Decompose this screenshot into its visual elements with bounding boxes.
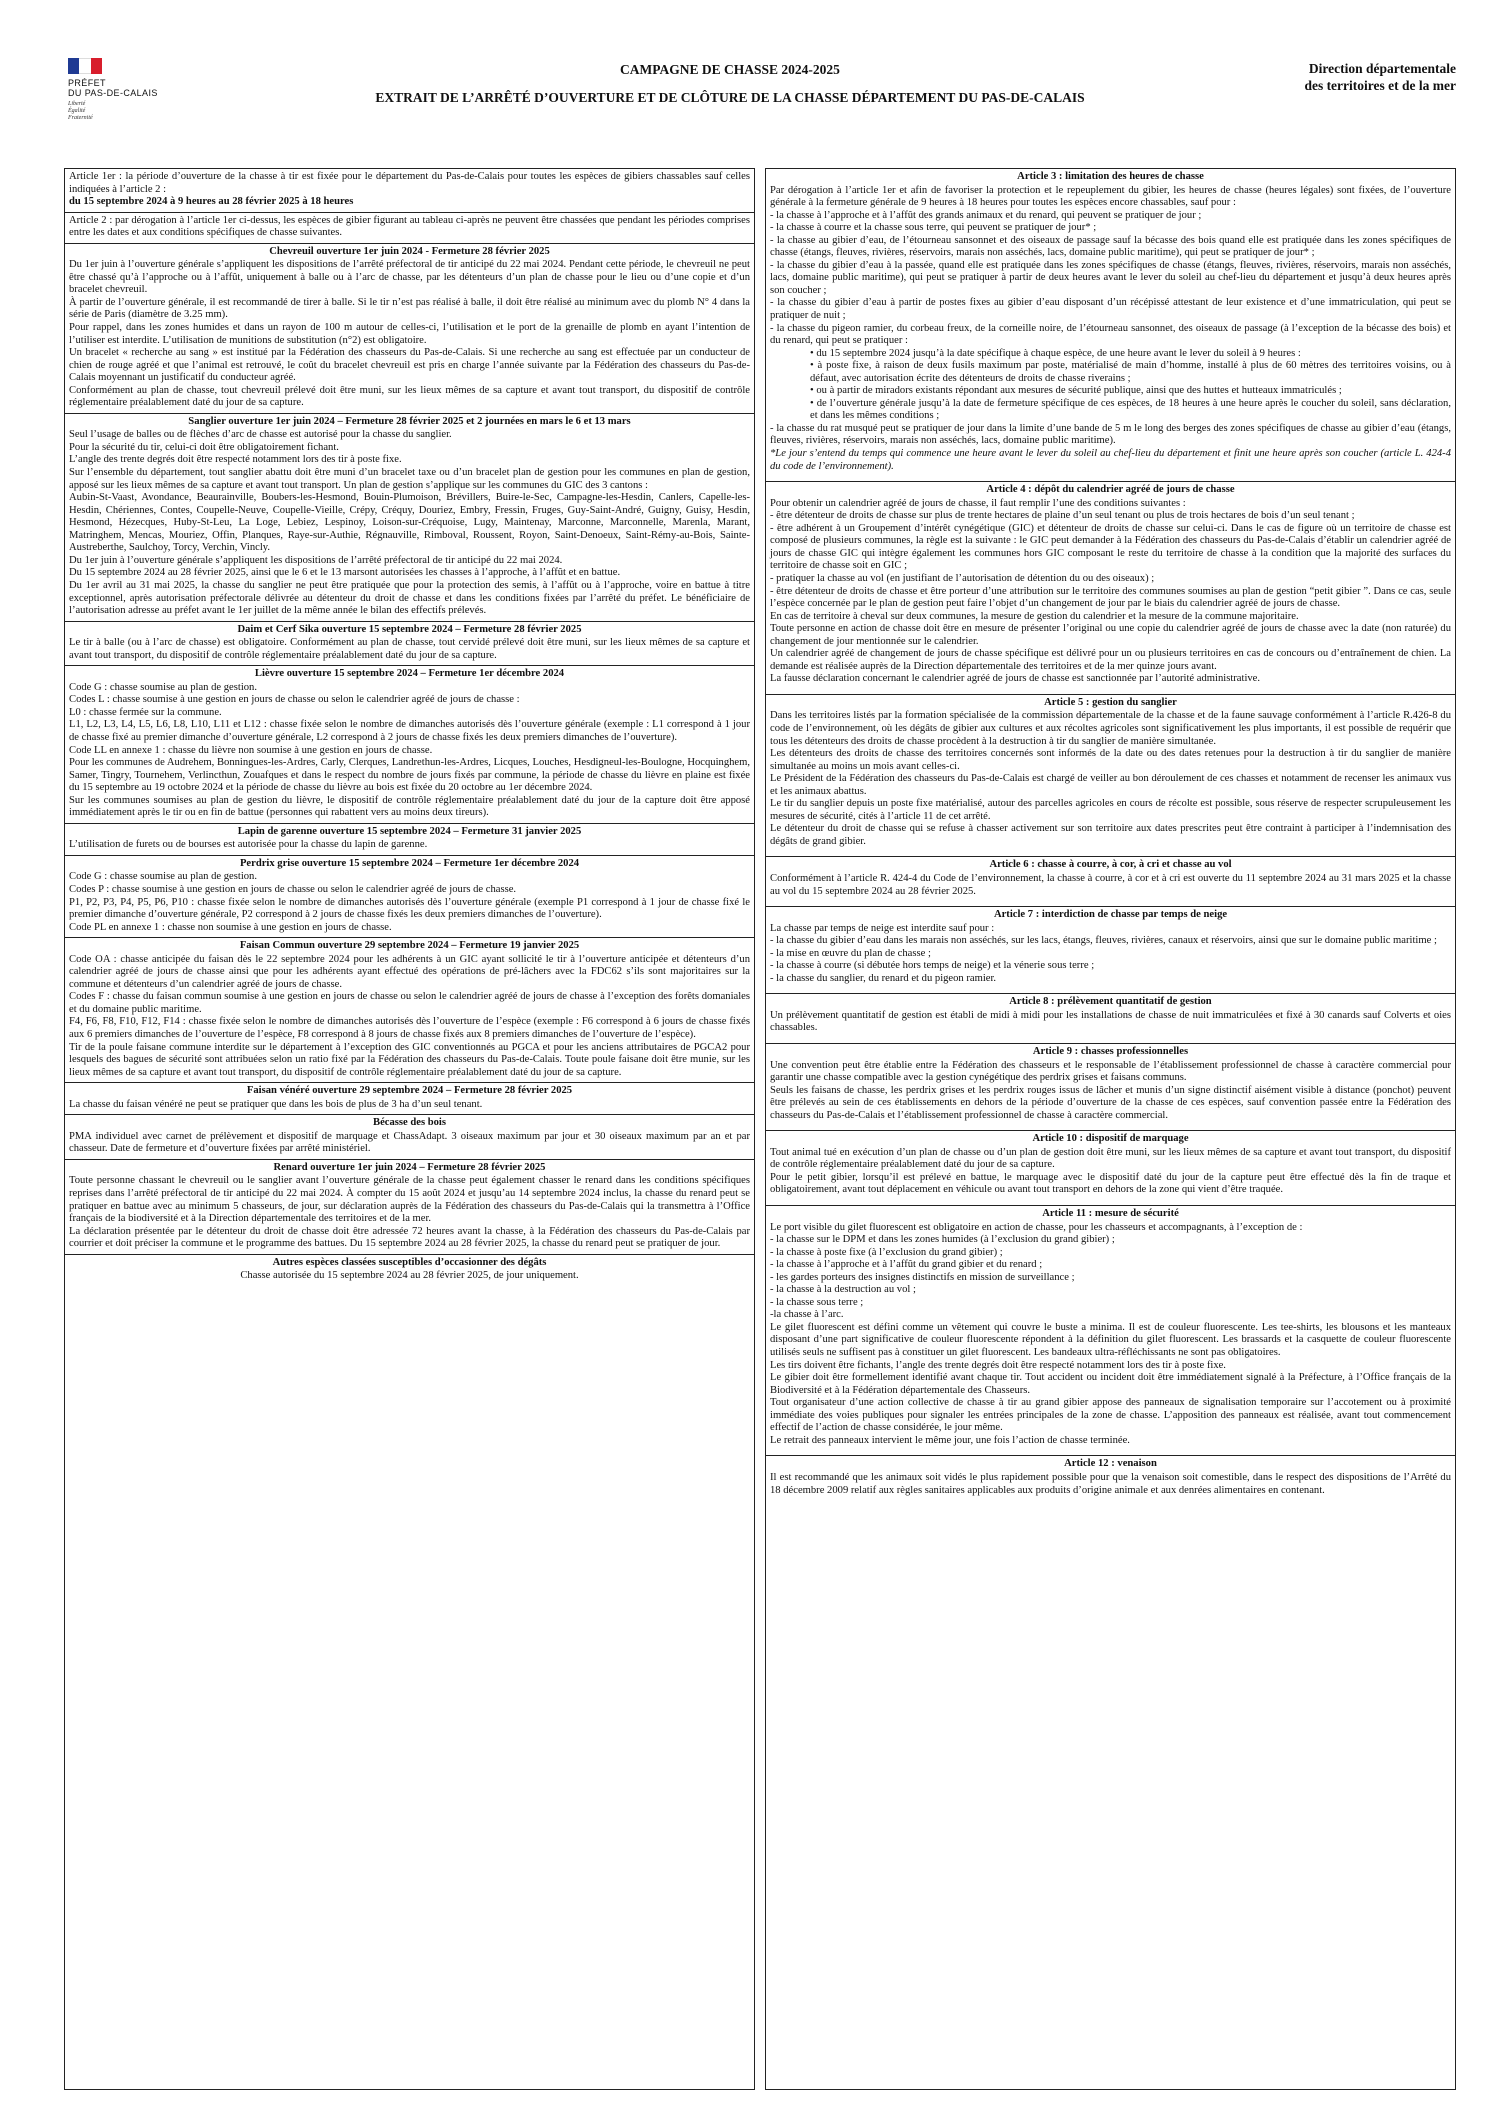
article-section [766,1131,1455,1206]
section-heading: Daim et Cerf Sika ouverture 15 septembre 2024 – Fermeture 28 février 2025 [237,623,582,635]
section-heading: Article 10 : dispositif de marquage [1032,1133,1189,1145]
section-paragraph: Codes L : chasse soumise à une gestion en jours de chasse ou selon le calendrier agréé de jours de chasse : [69,694,520,706]
section-paragraph: L0 : chasse fermée sur la commune. [69,706,222,718]
section-paragraph: -la chasse à l’arc. [770,1309,844,1321]
left-column [64,168,755,2090]
section-paragraph: PMA individuel avec carnet de prélèvement et dispositif de marquage et ChassAdapt. 3 oiseaux maximum par jour et 30 oiseaux maximum par an et par chasseur. Date de fermeture et d’ouverture fixées par arrêté ministériel. [69,1130,750,1155]
section-paragraph: du 15 septembre 2024 à 9 heures au 28 février 2025 à 18 heures [69,196,354,208]
section-paragraph: Le gibier doit être formellement identifié avant chaque tir. Tout accident ou incident doit être immédiatement signalé à la Préfecture, à l’Office français de la Biodiversité et à la Fédération départementale des Chasseurs. [770,1372,1451,1396]
section-heading: Article 3 : limitation des heures de chasse [1017,171,1204,182]
section-paragraph: • à poste fixe, à raison de deux fusils maximum par poste, matérialisé de main d’homme, installé à plus de 60 mètres des territoires voisins, ou à défaut, avec autorisation écrite des détenteurs de droits de chasse riverains ; [810,360,1451,384]
species-section [65,414,754,622]
page-title: CAMPAGNE DE CHASSE 2024-2025 [620,62,840,77]
direction-label [1216,60,1456,94]
section-paragraph: Les détenteurs des droits de chasse des territoires concernés sont informés de la date ou des dates retenues pour la destruction à tir du sanglier de manière simultanée au moins un mois avant celles-ci. [770,748,1451,772]
section-paragraph: - la chasse à courre et la chasse sous terre, qui peuvent se pratiquer de jour* ; [770,222,1097,234]
section-paragraph: L’angle des trente degrés doit être respecté notamment lors des tir à poste fixe. [69,454,402,466]
section-paragraph: - la chasse à l’approche et à l’affût du grand gibier et du renard ; [770,1259,1043,1271]
section-paragraph: Code LL en annexe 1 : chasse du lièvre non soumise à une gestion en jours de chasse. [69,744,433,756]
section-paragraph: Un prélèvement quantitatif de gestion est établi de midi à midi pour les installations de chasse de nuit immatriculées et fixé à 30 canards sauf Colverts et oies chassables. [770,1009,1451,1034]
species-section [65,622,754,667]
section-paragraph: - la chasse au gibier d’eau, de l’étourneau sansonnet et des oiseaux de passage sauf la bécasse des bois quand elle est pratiquée dans les zones spécifiques de chasse (étangs, fleuves, rivières, réservoirs, marais non asséchés, lacs, domaine public maritime), qui peut se pratiquer de jour* ; [770,234,1451,259]
section-heading: Article 8 : prélèvement quantitatif de gestion [1009,996,1212,1008]
section-heading: Sanglier ouverture 1er juin 2024 – Fermeture 28 février 2025 et 2 journées en mars le 6 et 13 mars [188,415,631,427]
species-section [65,938,754,1083]
section-paragraph: Pour rappel, dans les zones humides et dans un rayon de 100 m autour de celles-ci, l’utilisation et le port de la grenaille de plomb en ayant l’intention de l’utiliser est interdite. L’utilisation de munitions de substitution (n°2) est obligatoire. [69,322,750,346]
direction-line-2: des territoires et de la mer [1304,78,1456,93]
article-section [766,1044,1455,1131]
section-paragraph: - pratiquer la chasse au vol (en justifiant de l’autorisation de détention du ou des oiseaux) ; [770,572,1155,584]
section-paragraph: - la chasse sur le DPM et dans les zones humides (à l’exclusion du grand gibier) ; [770,1234,1115,1246]
species-section [65,856,754,938]
section-paragraph: Sur l’ensemble du département, tout sanglier abattu doit être muni d’un bracelet taxe ou d’un bracelet plan de gestion pour les communes en plan de gestion, apposé sur les lieux mêmes de sa capture et avant tout transport. Un plan de gestion s’applique sur les communes du GIC des 3 cantons : [69,467,750,491]
section-paragraph: Du 1er juin à l’ouverture générale s’appliquent les dispositions de l’arrêté préfectoral de tir anticipé du 22 mai 2024. [69,554,563,566]
section-paragraph: - la chasse sous terre ; [770,1296,864,1308]
document-page [64,50,1456,2090]
section-heading: Lièvre ouverture 15 septembre 2024 – Fermeture 1er décembre 2024 [254,668,565,680]
section-paragraph: La chasse par temps de neige est interdite sauf pour : [770,922,995,934]
section-paragraph: L1, L2, L3, L4, L5, L6, L8, L10, L11 et L12 : chasse fixée selon le nombre de dimanches autorisés dès l’ouverture générale (exemple : L1 correspond à 1 jour de chasse fixé au premier dimanche d’ouverture générale, L2 correspond à 2 jours de chasse fixés les deux premiers dimanches de l’ouverture). [69,719,750,743]
section-paragraph: • du 15 septembre 2024 jusqu’à la date spécifique à chaque espèce, de une heure avant le lever du soleil à 9 heures : [810,347,1301,359]
section-paragraph: Du 15 septembre 2024 au 28 février 2025, ainsi que le 6 et le 13 marsont autorisées les chasses à l’approche, à l’affût et en battue. [69,567,621,579]
section-heading: Article 6 : chasse à courre, à cor, à cri et chasse au vol [989,859,1232,871]
section-paragraph: • ou à partir de miradors existants répondant aux mesures de sécurité publique, ainsi que des huttes et hutteaux immatriculés ; [810,385,1342,397]
article-section [766,1456,1455,1505]
section-heading: Article 4 : dépôt du calendrier agréé de jours de chasse [986,484,1235,496]
section-paragraph: Le retrait des panneaux intervient le même jour, une fois l’action de chasse terminée. [770,1434,1130,1446]
section-paragraph: • de l’ouverture générale jusqu’à la date de fermeture spécifique de ces espèces, de 18 heures à une heure après le coucher du soleil, sans déclaration, et dans les mêmes conditions ; [810,397,1451,422]
article-section [766,907,1455,994]
direction-line-1: Direction départementale [1308,61,1456,76]
section-paragraph: - la mise en œuvre du plan de chasse ; [770,947,931,959]
section-paragraph: Le port visible du gilet fluorescent est obligatoire en action de chasse, pour les chasseurs et accompagnants, à l’exception de : [770,1221,1303,1233]
section-paragraph: P1, P2, P3, P4, P5, P6, P10 : chasse fixée selon le nombre de dimanches autorisés dès l’ouverture générale (exemple P1 correspond à 1 jour de chasse fixé le premier dimanche d’ouverture générale, P2 correspond à 2 jours de chasse fixés les deux premiers dimanches de l’ouverture). [69,896,750,921]
section-paragraph: - la chasse à la destruction au vol ; [770,1284,916,1296]
article-section [766,1206,1455,1456]
page-subtitle: EXTRAIT DE L’ARRÊTÉ D’OUVERTURE ET DE CLÔTURE DE LA CHASSE DÉPARTEMENT DU PAS-DE-CALAIS [375,90,1085,105]
section-paragraph: - les gardes porteurs des insignes distinctifs en mission de surveillance ; [770,1271,1075,1283]
section-heading: Chevreuil ouverture 1er juin 2024 - Fermeture 28 février 2025 [269,245,550,257]
section-paragraph: L’utilisation de furets ou de bourses est autorisée pour la chasse du lapin de garenne. [69,839,428,851]
section-paragraph: Tir de la poule faisane commune interdite sur le département à l’exception des GIC conventionnés au PGCA et pour les anciens attributaires de PGCA2 pour lesquels des bagues de sécurité sont attribuées selon un ratio fixé par la Fédération des chasseurs du Pas-de-Calais. Toute poule faisane doit être munie, sur les lieux mêmes de sa capture et avant tout transport, du dispositif de contrôle réglementaire préalablement daté du jour de sa capture. [69,1041,750,1078]
section-paragraph: - la chasse à poste fixe (à l’exclusion du grand gibier) ; [770,1246,1003,1258]
article-section [766,994,1455,1044]
species-section [65,1083,754,1115]
section-paragraph: Article 1er : la période d’ouverture de la chasse à tir est fixée pour le département du Pas-de-Calais pour toutes les espèces de gibiers chassables sauf celles indiquées à l’article 2 : [69,171,750,195]
article-section [766,169,1455,482]
right-column [765,168,1456,2090]
section-paragraph: - la chasse à l’approche et à l’affût des grands animaux et du renard, qui peuvent se pratiquer de jour ; [770,209,1202,221]
logo-line-2: DU PAS-DE-CALAIS [68,88,158,98]
section-heading: Article 9 : chasses professionnelles [1032,1046,1189,1057]
logo-line-1: PRÉFET [68,78,106,88]
prefecture-logo [68,58,163,122]
motto-fraternite: Fraternité [68,115,93,121]
section-paragraph: Pour obtenir un calendrier agréé de jours de chasse, il faut remplir l’une des conditions suivantes : [770,497,1186,509]
section-heading: Autres espèces classées susceptibles d’occasionner des dégâts [272,1256,547,1268]
section-paragraph: À partir de l’ouverture générale, il est recommandé de tirer à balle. Si le tir n’est pas réalisé à balle, il doit être réalisé au minimum avec du plomb N° 4 dans la série de Paris (diamètre de 3.25 mm). [69,296,750,321]
section-heading: Lapin de garenne ouverture 15 septembre 2024 – Fermeture 31 janvier 2025 [237,825,582,837]
section-paragraph: Codes P : chasse soumise à une gestion en jours de chasse ou selon le calendrier agréé de jours de chasse. [69,883,517,895]
section-paragraph: Toute personne en action de chasse doit être en mesure de présenter l’original ou une copie du calendrier agréé de jours de chasse avec la date (non raturée) du changement de jour mentionnée sur le calendrier. [770,623,1451,647]
article-section [766,695,1455,858]
section-paragraph: - la chasse à courre (si débutée hors temps de neige) et la vénerie sous terre ; [770,960,1095,972]
section-paragraph: - la chasse du sanglier, du renard et du pigeon ramier. [770,972,997,984]
section-paragraph: Par dérogation à l’article 1er et afin de favoriser la protection et le repeuplement du gibier, les heures de chasse (heures légales) sont fixées, de l’ouverture générale à la fermeture générale de 9 heures à 18 heures pour toutes les espèces encore chassables, sauf pour : [770,184,1451,209]
section-paragraph: - être adhérent à un Groupement d’intérêt cynégétique (GIC) et détenteur de droits de chasse sur celui-ci. Dans le cas de figure où un territoire de chasse est composé de plusieurs communes, la règle est la suivante : le GIC peut demander à la Fédération des chasseurs du Pas-de-Calais d’établir un calendrier agréé de jours de chasse GIC qui intègre également les communes hors GIC composant le reste du territoire de chasse à la condition que la majorité des surfaces du territoire de chasse soit en GIC ; [770,522,1451,572]
species-section [65,244,754,414]
species-section [65,824,754,856]
section-paragraph: Dans les territoires listés par la formation spécialisée de la commission départementale de la chasse et de la faune sauvage conformément à l’article R.426-8 du code de l’environnement, où les dégâts de gibier aux cultures et aux récoltes agricoles sont significativement les plus importants, il est possible de requérir que tous les détenteurs des droits de chasse procèdent à la destruction à tir du sanglier de manière simultanée. [770,710,1451,747]
french-flag-icon [68,58,102,74]
section-paragraph: Le détenteur du droit de chasse qui se refuse à chasser activement sur son territoire aux dates prescrites peut être contraint à participer à l’indemnisation des dégâts de grand gibier. [770,823,1451,847]
section-heading: Article 7 : interdiction de chasse par temps de neige [993,909,1228,921]
section-paragraph: - la chasse du gibier d’eau à la passée, quand elle est pratiquée dans les zones spécifiques de chasse (étangs, fleuves, rivières, réservoirs, marais non asséchés, lacs, domaine public maritime), qui peut se pratiquer à partir de deux heures avant le lever du soleil au chef-lieu du département et jusqu’à deux heures après son coucher ; [770,259,1451,296]
section-paragraph: Seul l’usage de balles ou de flèches d’arc de chasse est autorisé pour la chasse du sanglier. [69,429,452,441]
section-paragraph: - être détenteur de droits de chasse et être porteur d’une attribution sur le territoire des communes soumises au plan de gestion “petit gibier ”. Dans ce cas, seule l’espèce concernée par le plan de gestion peut faire l’objet d’un changement de jour par le biais du calendrier agréé de jours de chasse. [770,585,1451,610]
section-paragraph: Pour la sécurité du tir, celui-ci doit être obligatoirement fichant. [69,441,339,453]
section-paragraph: Toute personne chassant le chevreuil ou le sanglier avant l’ouverture générale de la chasse peut également chasser le renard dans les conditions spécifiques reprises dans l’arrêté préfectoral de tir anticipé du 22 mai 2024. À compter du 15 août 2024 et jusqu’au 14 septembre 2024 inclus, la chasse du renard peut se pratiquer en battue avec au minimum 5 chasseurs, de jour, sur déclaration auprès de la Fédération des chasseurs du Pas-de-Calais qui la transmettra à l’Office français de la biodiversité et à la Direction départementale des territoires et de la mer. [69,1175,750,1225]
section-paragraph: Code OA : chasse anticipée du faisan dès le 22 septembre 2024 pour les adhérents à un GIC ayant sollicité le tir à l’ouverture anticipée et détenteurs d’un calendrier agréé de jours de chasse ainsi que pour les adhérents ayant effectué des opérations de pré-lâchers avec la FDC62 s’ils sont majoritaires sur la commune et détenteurs d’un calendrier agréé de jours de chasse. [69,953,750,990]
section-paragraph: F4, F6, F8, F10, F12, F14 : chasse fixée selon le nombre de dimanches autorisés dès l’ouverture de l’espèce (exemple : F6 correspond à 6 jours de chasse fixés aux 6 premiers dimanches de l’ouverture de l’espèce, F8 correspond à 8 jours de chasse fixés aux 8 premiers dimanches de l’ouverture de l’espèce). [69,1016,750,1040]
section-paragraph: Du 1er juin à l’ouverture générale s’appliquent les dispositions de l’arrêté préfectoral de tir anticipé du 22 mai 2024. Pendant cette période, le chevreuil ne peut être chassé qu’à l’approche ou à l’affût, uniquement à balle ou à l’arc de chasse, par les détenteurs d’un plan de chasse pour le lieu ou d’une copie et d’un bracelet chevreuil. [69,259,750,296]
section-paragraph: Il est recommandé que les animaux soit vidés le plus rapidement possible pour que la venaison soit comestible, dans le respect des dispositions de l’Arrêté du 18 décembre 2009 relatif aux règles sanitaires applicables aux produits d’origine animale et aux denrées alimentaires en contenant. [770,1471,1451,1496]
section-paragraph: Pour les communes de Audrehem, Bonningues-les-Ardres, Carly, Clerques, Landrethun-les-Ardres, Licques, Louches, Hesdigneul-les-Boulogne, Hocquinghem, Samer, Tingry, Tournehem, Verlincthun, Zouafques et dans le respect du nombre de jours fixés par commune, la période de chasse du lièvre en plaine est fixée du 15 septembre au 19 octobre 2024 et la période de chasse du lièvre au bois est fixée du 20 octobre au 1er décembre 2024. [69,757,750,794]
section-paragraph: La chasse du faisan vénéré ne peut se pratiquer que dans les bois de plus de 3 ha d’un seul tenant. [69,1098,483,1110]
section-paragraph: La déclaration présentée par le détenteur du droit de chasse doit être adressée 72 heures avant la chasse, à la Fédération des chasseurs du Pas-de-Calais par courrier et doit préciser la commune et le programme des battues. Du 15 septembre 2024 au 28 février 2025, la chasse du renard peut se pratiquer de jour. [69,1225,750,1250]
section-heading: Faisan vénéré ouverture 29 septembre 2024 – Fermeture 28 février 2025 [246,1085,573,1097]
section-heading: Renard ouverture 1er juin 2024 – Fermeture 28 février 2025 [273,1161,546,1173]
species-section [65,213,754,244]
species-section [65,169,754,213]
section-paragraph: Une convention peut être établie entre la Fédération des chasseurs et le responsable de l’établissement professionnel de chasse à caractère commercial pour garantir une chasse compatible avec la gestion cynégétique des perdrix grises et faisans communs. [770,1059,1451,1084]
section-paragraph: Le tir du sanglier depuis un poste fixe matérialisé, autour des parcelles agricoles en cours de récolte est possible, sous réserve de respecter scrupuleusement les mesures de sécurité, cités à l’article 11 de cet arrêté. [770,798,1451,822]
section-paragraph: - la chasse du gibier d’eau dans les marais non asséchés, sur les lacs, étangs, fleuves, rivières, canaux et réservoirs, ainsi que sur le domaine public maritime ; [770,935,1437,947]
section-heading: Faisan Commun ouverture 29 septembre 2024 – Fermeture 19 janvier 2025 [239,940,580,952]
section-paragraph: Code PL en annexe 1 : chasse non soumise à une gestion en jours de chasse. [69,921,392,933]
section-paragraph: Le gilet fluorescent est défini comme un vêtement qui couvre le buste a minima. Il est de couleur fluorescente. Les tee-shirts, les blousons et les manteaux disposant d’une part significative de couleur fluorescente répondent à la définition du gilet fluorescent. Les brassards et la casquette de couleur fluorescente utilisés seuls ne suffisent pas à constituer un gilet fluorescent. Les bandeaux ultra-réfléchissants ne sont pas obligatoires. [770,1321,1451,1359]
section-paragraph: Les tirs doivent être fichants, l’angle des trente degrés doit être respecté notamment lors des tir à poste fixe. [770,1359,1226,1371]
section-paragraph: Code G : chasse soumise au plan de gestion. [69,871,258,883]
species-section [65,1255,754,1286]
section-paragraph: Tout organisateur d’une action collective de chasse à tir au grand gibier appose des panneaux de signalisation temporaire sur l’accotement ou à proximité immédiate des voies publiques pour signaler les entrées principales de la zone de chasse. L’apposition des panneaux est réalisée, avant tout commencement effectif de l’action de chasse considérée, le jour même. [770,1397,1451,1434]
motto-egalite: Égalité [68,108,86,114]
species-section [65,666,754,824]
section-paragraph: Aubin-St-Vaast, Avondance, Beaurainville, Boubers-les-Hesmond, Bouin-Plumoison, Brévillers, Buire-le-Sec, Campagne-les-Hesdin, Canlers, Capelle-les-Hesdin, Chériennes, Contes, Coupelle-Neuve, Coupelle-Vieille, Crépy, Créquy, Douriez, Embry, Fressin, Fruges, Guy-Saint-André, Guigny, Guisy, Hesdin, Hesmond, Hézecques, Huby-St-Leu, La Loge, Lebiez, Lespinoy, Loison-sur-Créquoise, Lugy, Maintenay, Marconne, Marconnelle, Marenla, Marant, Matringhem, Mencas, Mouriez, Offin, Planques, Raye-sur-Authie, Régnauville, Rimboval, Roussent, Royon, Saint-Denoeux, Saint-Rémy-au-Bois, Sainte-Austreberthe, Saulchoy, Torcy, Verchin, Vincly. [69,492,750,554]
page-header [64,50,1456,160]
section-paragraph: Tout animal tué en exécution d’un plan de chasse ou d’un plan de gestion doit être muni, sur les lieux mêmes de sa capture et avant tout transport, du dispositif de contrôle réglementaire préalablement daté du jour de sa capture. [770,1146,1451,1171]
section-paragraph: En cas de territoire à cheval sur deux communes, la mesure de gestion du calendrier et la mesure de la commune majoritaire. [770,610,1299,622]
section-paragraph: Un bracelet « recherche au sang » est institué par la Fédération des chasseurs du Pas-de-Calais. Si une recherche au sang est effectuée par un conducteur de chien de rouge agréé et que l’animal est retrouvé, le coût du bracelet chevreuil est pris en charge l’année suivante par la Fédération des chasseurs du Pas-de-Calais moyennant un justificatif du conducteur agréé. [69,347,750,384]
section-paragraph: Un calendrier agréé de changement de jours de chasse spécifique est délivré pour un ou plusieurs territoires en cas de concours ou d’entraînement de chien. La demande est réalisée auprès de la Direction départementale des territoires et de la mer quinze jours avant. [770,648,1451,672]
species-section [65,1160,754,1255]
section-paragraph: Du 1er avril au 31 mai 2025, la chasse du sanglier ne peut être pratiquée que pour la protection des semis, à l’affût ou à l’approche, voire en battue à titre exceptionnel, après autorisation préfectorale délivrée au détenteur du droit de chasse et dans les conditions fixées par l’arrêté du préfet. Le bénéficiaire de l’autorisation adresse au préfet avant le 1er juillet de la même année le bilan des effectifs prélevés. [69,579,750,617]
section-paragraph: *Le jour s’entend du temps qui commence une heure avant le lever du soleil au chef-lieu du département et finit une heure après son coucher (article L. 424-4 du code de l’environnement). [770,448,1451,472]
article-section [766,482,1455,695]
section-paragraph: - la chasse du pigeon ramier, du corbeau freux, de la corneille noire, de l’étourneau sansonnet, des oiseaux de passage (à l’exception de la bécasse des bois) et du renard, qui peut se pratiquer : [770,322,1451,347]
section-paragraph: Conformément au plan de chasse, tout chevreuil prélevé doit être muni, sur les lieux mêmes de sa capture et avant tout transport, du dispositif de contrôle réglementaire préalablement daté du jour de sa capture. [69,384,750,409]
section-heading: Article 12 : venaison [1064,1458,1157,1470]
species-section [65,1115,754,1160]
section-paragraph: Article 2 : par dérogation à l’article 1er ci-dessus, les espèces de gibier figurant au tableau ci-après ne peuvent être chassées que pendant les périodes comprises entre les dates et aux conditions spécifiques de chasse suivantes. [69,214,750,239]
section-paragraph: - être détenteur de droits de chasse sur plus de trente hectares de plaine d’un seul tenant ou plus de trois hectares de bois d’un seul tenant ; [770,510,1355,522]
article-section [766,857,1455,907]
section-paragraph: Le Président de la Fédération des chasseurs du Pas-de-Calais est chargé de veiller au bon déroulement de ces chasses et notamment de recenser les animaux vus et les animaux abattus. [770,773,1451,797]
section-paragraph: La fausse déclaration concernant le calendrier agréé de jours de chasse est sanctionnée par l’autorité administrative. [770,673,1261,685]
section-heading: Perdrix grise ouverture 15 septembre 2024 – Fermeture 1er décembre 2024 [239,857,580,869]
section-paragraph: Le tir à balle (ou à l’arc de chasse) est obligatoire. Conformément au plan de chasse, tout cervidé prélevé doit être muni, sur les lieux mêmes de sa capture et avant tout transport, du dispositif de contrôle réglementaire préalablement daté du jour de sa capture. [69,637,750,661]
section-paragraph: Code G : chasse soumise au plan de gestion. [69,681,258,693]
section-paragraph: Seuls les faisans de chasse, les perdrix grises et les perdrix rouges issus de lâcher et munis d’un signe distinctif aisément visible à distance (ponchot) peuvent être prélevés au sein de ces établissements en dehors de la période d’ouverture de la chasse de ces espèces, sauf convention passée entre la Fédération des chasseurs du Pas-de-Calais et l’établissement professionnel de chasse à caractère commercial. [770,1084,1451,1121]
section-paragraph: - la chasse du gibier d’eau à partir de postes fixes au gibier d’eau disposant d’un récépissé attestant de leur existence et d’une immatriculation, qui peut se pratiquer de nuit ; [770,297,1451,322]
section-heading: Article 5 : gestion du sanglier [1044,696,1177,708]
section-paragraph: - la chasse du rat musqué peut se pratiquer de jour dans la limite d’une bande de 5 m le long des berges des zones spécifiques de chasse au gibier d’eau (étangs, fleuves, rivières, réservoirs, marais non asséchés, lacs, domaine public maritime). [770,422,1451,447]
section-heading: Article 11 : mesure de sécurité [1042,1208,1179,1220]
section-paragraph: Sur les communes soumises au plan de gestion du lièvre, le dispositif de contrôle réglementaire préalablement daté du jour de la capture doit être apposé immédiatement après le tir ou en fin de battue (personnes qui rabattent vers au moins deux tireurs). [69,794,750,819]
motto-liberte: Liberté [68,101,86,107]
section-paragraph: Chasse autorisée du 15 septembre 2024 au 28 février 2025, de jour uniquement. [240,1270,579,1282]
section-heading: Bécasse des bois [373,1117,446,1129]
section-paragraph: Codes F : chasse du faisan commun soumise à une gestion en jours de chasse ou selon le calendrier agréé de jours de chasse à l’exception des forêts domaniales et du domaine public maritime. [69,991,750,1015]
section-paragraph: Pour le petit gibier, lorsqu’il est prélevé en battue, le marquage avec le dispositif daté du jour de la capture peut être effectué dès la fin de traque et obligatoirement, avant tout déplacement en véhicule ou avant tout transport en dehors de la zone qui vient d’être traquée. [770,1171,1451,1196]
section-paragraph: Conformément à l’article R. 424-4 du Code de l’environnement, la chasse à courre, à cor et à cri est ouverte du 11 septembre 2024 au 31 mars 2025 et la chasse au vol du 15 septembre 2024 au 28 février 2025. [770,872,1451,897]
